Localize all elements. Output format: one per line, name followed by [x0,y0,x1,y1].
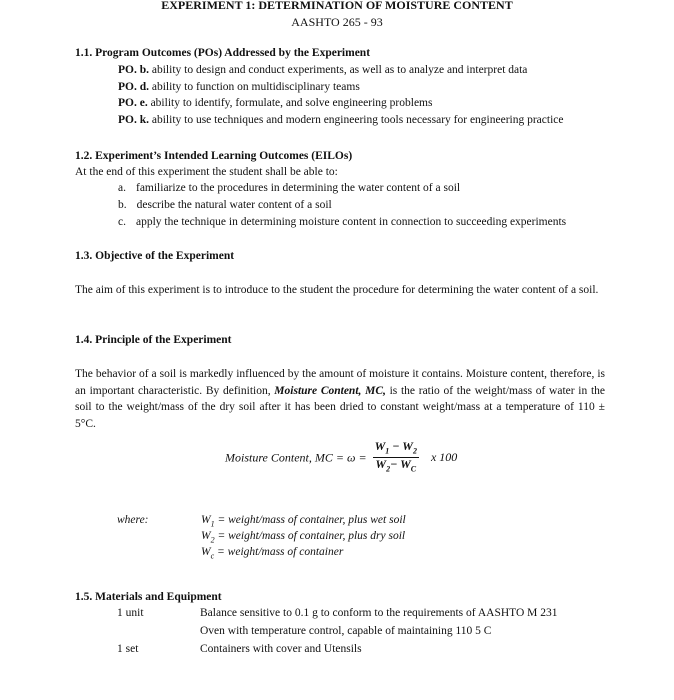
equipment-desc: Balance sensitive to 0.1 g to conform to the requirements of AASHTO M 231 [200,607,558,619]
variable-definition: $W_2$ = weight/mass of container, plus dry soil [201,530,406,545]
section-heading-1-1: 1.1. Program Outcomes (POs) Addressed by the Experiment [75,47,371,59]
equipment-desc: Oven with temperature control, capable of maintaining 110 5 C [200,625,492,637]
eilo-item: b. describe the natural water content of a soil [118,199,332,211]
section-heading-1-2: 1.2. Experiment’s Intended Learning Outcomes (EILOs) [75,150,353,162]
principle-paragraph: The behavior of a soil is markedly influenced by the amount of moisture it contains. Moisture content, therefore, is an important characteristic. By definition, Moisture Content, MC, is the ratio of the weight/mass of water in the soil to the weight/mass of the dry soil after it has been dried to constant weight/mass at a temperature of 110 ± 5°C. [75,368,606,430]
formula-fraction: $\frac{W_1 - W_2}{W_2- W_C}$ [374,439,417,474]
moisture-content-formula: Moisture Content, MC = ω = $\frac{W_1 - W_2}{W_2- W_C}$ x 100 [225,439,458,474]
po-item: PO. d. ability to function on multidisciplinary teams [118,81,360,93]
eilo-item: a. familiarize to the procedures in determining the water content of a soil [118,182,461,194]
objective-paragraph: The aim of this experiment is to introduce to the student the procedure for determining the water content of a soil. [75,284,599,296]
document-subtitle: AASHTO 265 - 93 [291,15,383,29]
po-item: PO. e. ability to identify, formulate, and solve engineering problems [118,97,433,109]
where-label: where: [117,514,149,526]
equipment-desc: Containers with cover and Utensils [200,643,362,655]
section-heading-1-4: 1.4. Principle of the Experiment [75,334,232,346]
section-heading-1-3: 1.3. Objective of the Experiment [75,250,235,262]
equipment-qty: 1 unit [117,607,144,619]
eilo-item: c. apply the technique in determining moisture content in connection to succeeding experiments [118,216,567,228]
po-item: PO. k. ability to use techniques and modern engineering tools necessary for engineering practice [118,114,564,126]
variable-definition: $W_1$ = weight/mass of container, plus wet soil [201,514,406,529]
variable-definition: $W_c$ = weight/mass of container [201,546,344,561]
po-item: PO. b. ability to design and conduct experiments, as well as to analyze and interpret data [118,64,528,76]
document-title: EXPERIMENT 1: DETERMINATION OF MOISTURE CONTENT [161,0,513,12]
section-heading-1-5: 1.5. Materials and Equipment [75,591,222,603]
equipment-qty: 1 set [117,643,139,655]
eilo-intro: At the end of this experiment the student shall be able to: [75,166,338,178]
